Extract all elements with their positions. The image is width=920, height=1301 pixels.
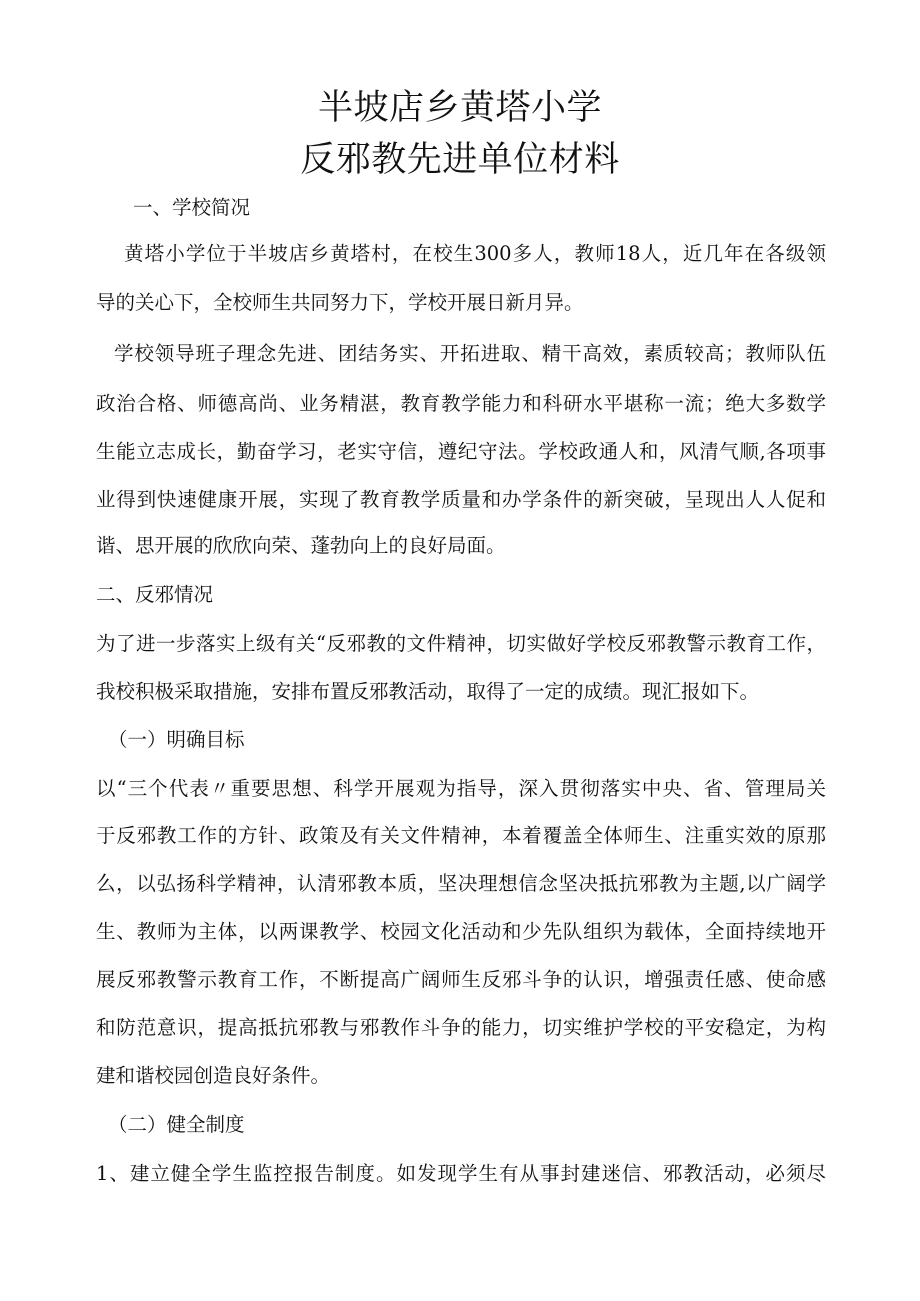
paragraph-line: 1、建立健全学生监控报告制度。如发现学生有从事封建迷信、邪教活动，必须尽	[96, 1162, 826, 1185]
paragraph-line: 和防范意识，提高抵抗邪教与邪教作斗争的能力，切实维护学校的平安稳定，为构	[96, 1016, 826, 1039]
section-heading-anti-cult-situation: 二、反邪情况	[96, 583, 214, 606]
document-title-line-1: 半坡店乡黄塔小学	[317, 88, 602, 128]
section-heading-school-overview: 一、学校简况	[133, 196, 251, 219]
paragraph-line: 建和谐校园创造良好条件。	[96, 1064, 331, 1087]
document-title-line-2: 反邪教先进单位材料	[300, 140, 620, 180]
paragraph-line: 么，以弘扬科学精神，认清邪教本质，坚决理想信念坚决抵抗邪教为主题,以广阔学	[96, 872, 826, 895]
paragraph-line: 政治合格、师德高尚、业务精湛，教育教学能力和科研水平堪称一流；绝大多数学	[96, 392, 826, 415]
paragraph-line: 展反邪教警示教育工作，不断提高广阔师生反邪斗争的认识，增强责任感、使命感	[96, 968, 826, 991]
paragraph-line: 学校领导班子理念先进、团结务实、开拓进取、精干高效，素质较高；教师队伍	[114, 342, 826, 365]
paragraph-line: 谐、思开展的欣欣向荣、蓬勃向上的良好局面。	[96, 534, 506, 557]
paragraph-line: 黄塔小学位于半坡店乡黄塔村，在校生300多人，教师18人，近几年在各级领	[124, 242, 826, 265]
paragraph-line: 我校积极采取措施，安排布置反邪教活动，取得了一定的成绩。现汇报如下。	[96, 680, 760, 703]
paragraph-line: 生能立志成长，勤奋学习，老实守信，遵纪守法。学校政通人和，风清气顺,各项事	[96, 440, 826, 463]
paragraph-line: 生、教师为主体，以两课教学、校园文化活动和少先队组织为载体，全面持续地开	[96, 920, 826, 943]
subsection-heading-clear-goals: （一）明确目标	[108, 728, 245, 751]
paragraph-line: 于反邪教工作的方针、政策及有关文件精神，本着覆盖全体师生、注重实效的原那	[96, 824, 826, 847]
paragraph-line: 以“三个代表〃重要思想、科学开展观为指导，深入贯彻落实中央、省、管理局关	[96, 777, 826, 800]
paragraph-line: 为了进一步落实上级有关“反邪教的文件精神，切实做好学校反邪教警示教育工作，	[96, 632, 826, 655]
paragraph-line: 业得到快速健康开展，实现了教育教学质量和办学条件的新突破，呈现出人人促和	[96, 488, 826, 511]
subsection-heading-improve-systems: （二）健全制度	[108, 1113, 245, 1136]
paragraph-line: 导的关心下，全校师生共同努力下，学校开展日新月异。	[96, 291, 584, 314]
